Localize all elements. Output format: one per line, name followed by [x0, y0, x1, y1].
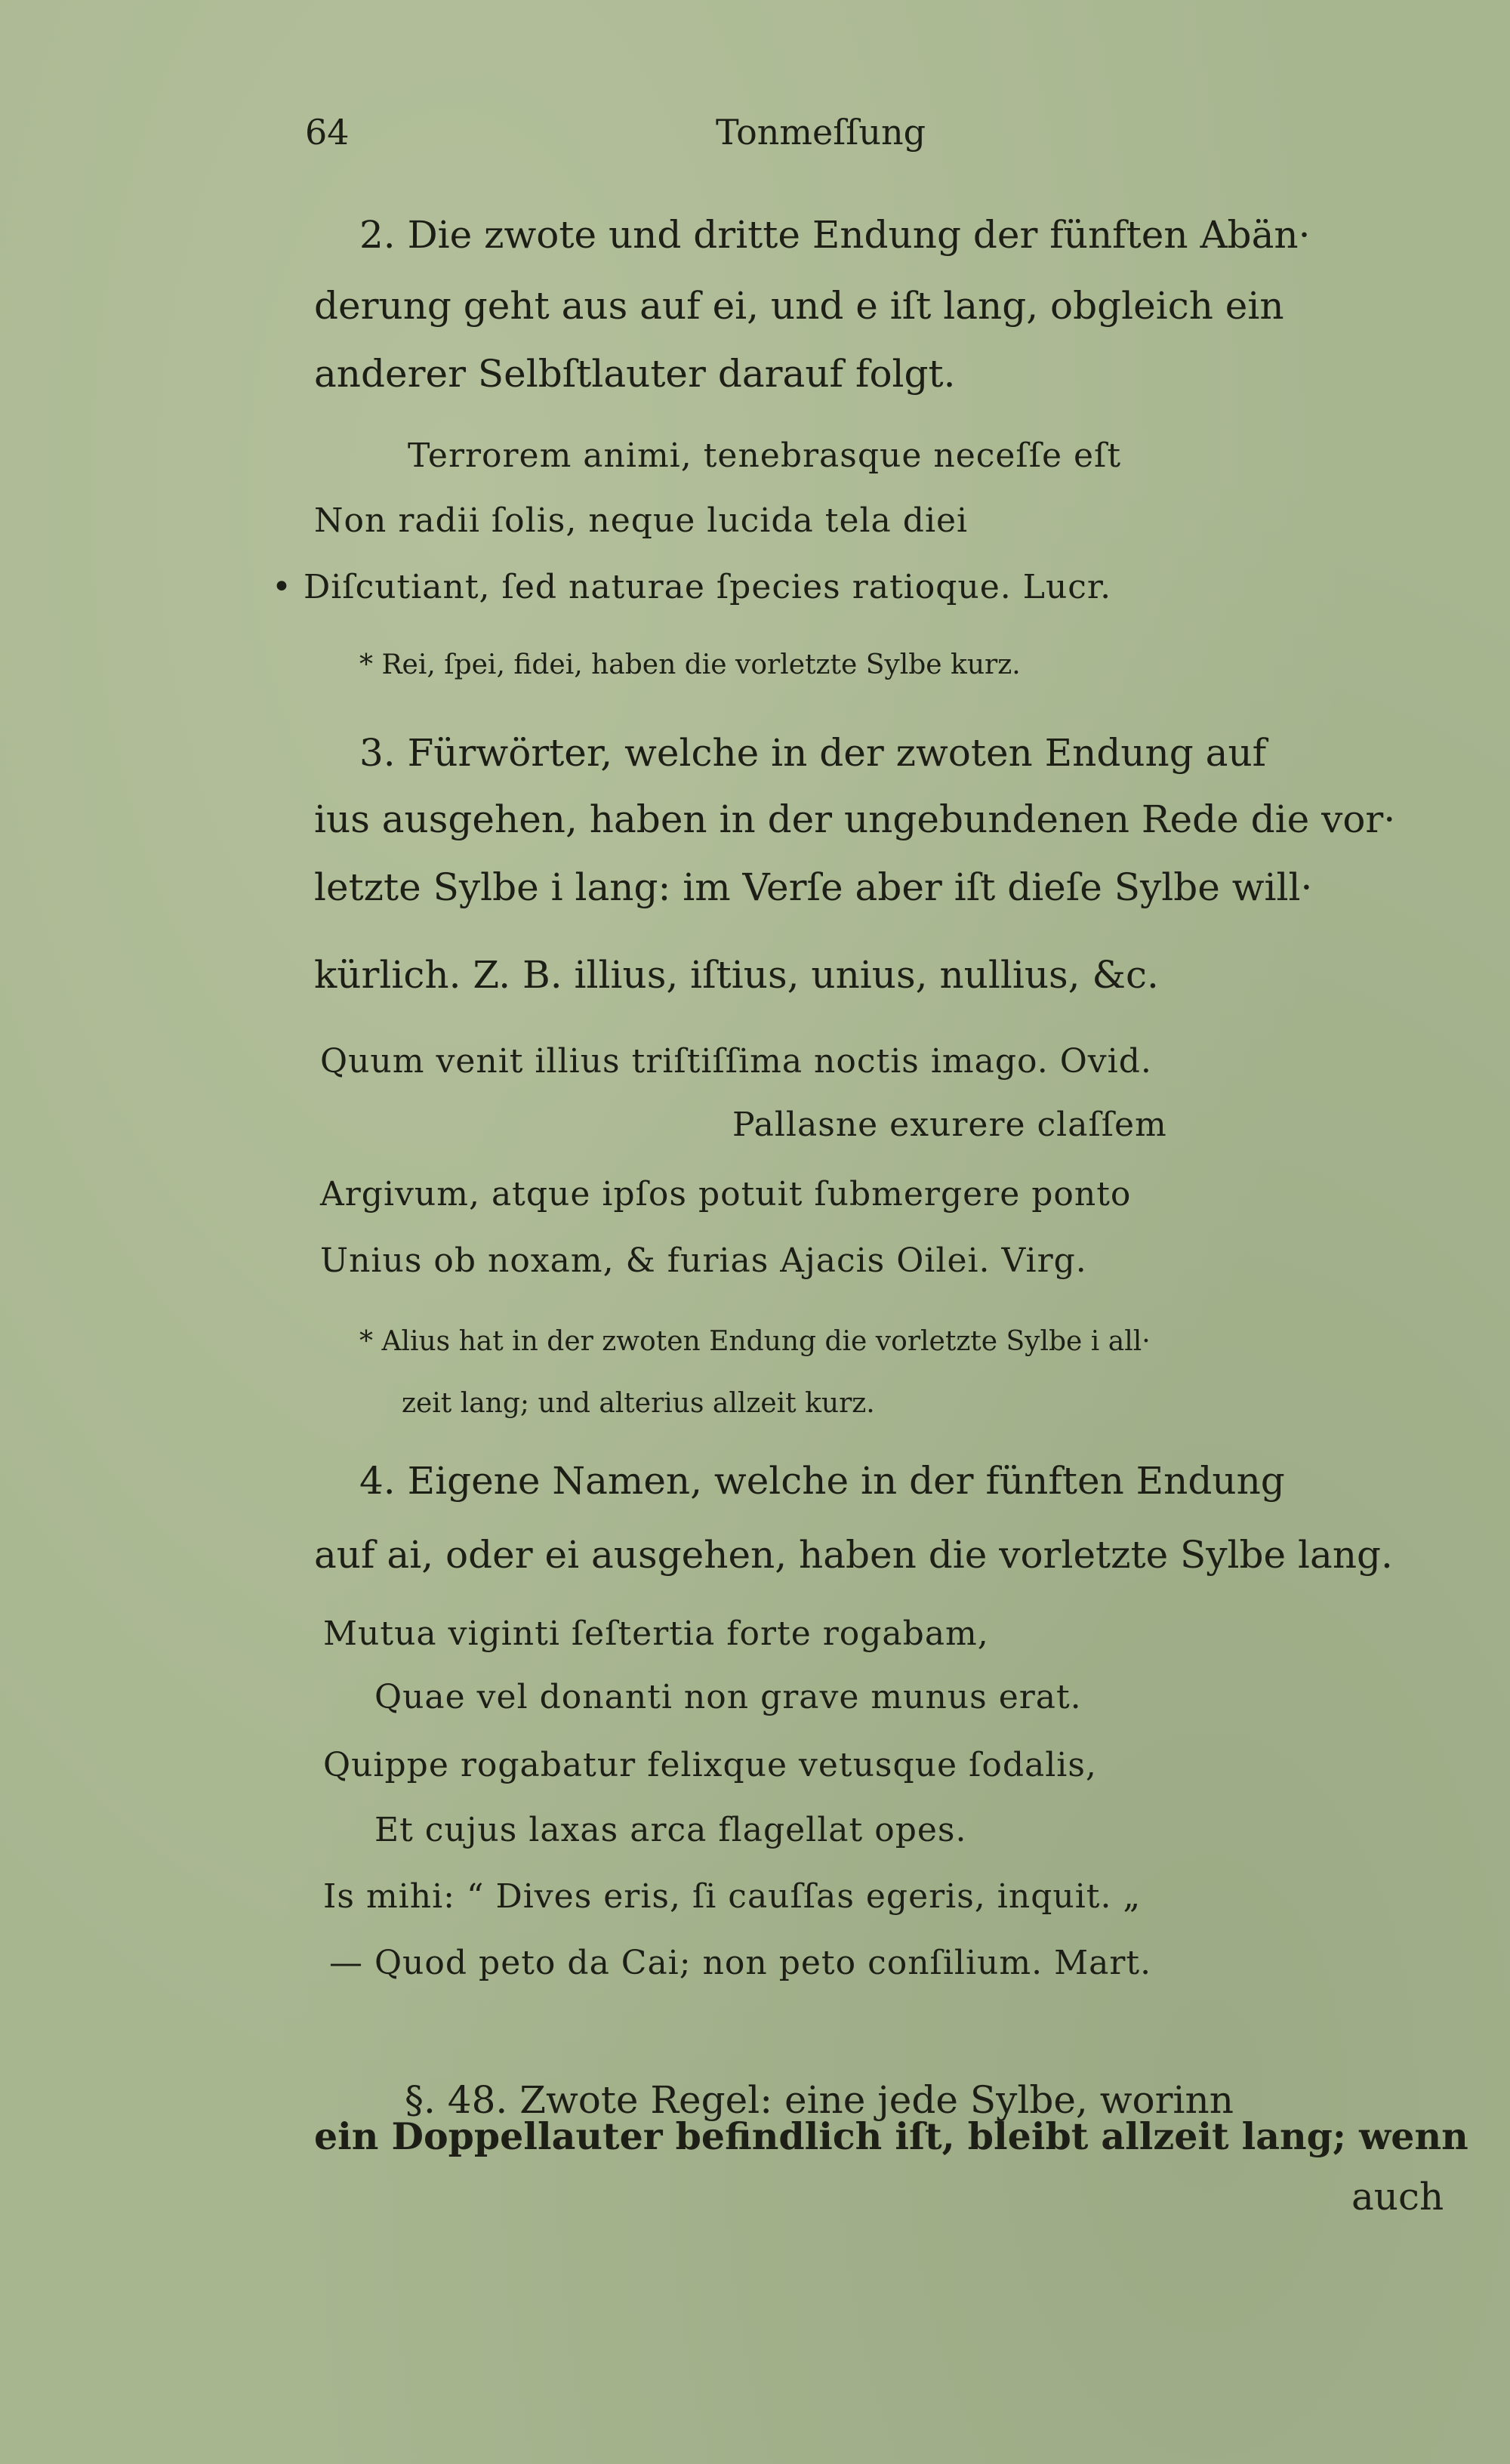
martial-verse-6: — Quod peto da Cai; non peto conſilium. Mart. [329, 1944, 1152, 1982]
martial-verse-1: Mutua viginti ſeſtertia forte rogabam, [323, 1614, 989, 1653]
rule-3-line-2: ius ausgehen, haben in der ungebundenen Rede die vor· [314, 797, 1396, 841]
ovid-verse: Quum venit illius triſtiſſima noctis imago. Ovid. [320, 1042, 1152, 1081]
virgil-verse-1: Pallasne exurere claſſem [732, 1106, 1167, 1144]
martial-verse-5: Is mihi: “ Dives eris, ſi cauſſas egeris, inquit. „ [323, 1877, 1142, 1916]
footnote-alius-line-1: * Alius hat in der zwoten Endung die vorletzte Sylbe i all· [359, 1326, 1151, 1357]
running-title: Tonmeſſung [716, 112, 926, 153]
rule-3-line-3: letzte Sylbe i lang: im Verſe aber iſt dieſe Sylbe will· [314, 865, 1313, 909]
martial-verse-4: Et cujus laxas arca flagellat opes. [374, 1811, 967, 1849]
page-number: 64 [305, 112, 350, 153]
rule-2-line-3: anderer Selbſtlauter darauf folgt. [314, 352, 956, 396]
rule-3-line-4: kürlich. Z. B. illius, iſtius, unius, nullius, &c. [314, 953, 1159, 997]
paragraph-48-line-2: ein Doppellauter befindlich iſt, bleibt allzeit lang; wenn [314, 2114, 1468, 2158]
footnote-rei-spei-fidei: * Rei, ſpei, fidei, haben die vorletzte Sylbe kurz. [359, 649, 1021, 680]
footnote-alius-line-2: zeit lang; und alterius allzeit kurz. [402, 1388, 875, 1419]
virgil-verse-3: Unius ob noxam, & furias Ajacis Oilei. Virg. [320, 1241, 1087, 1280]
rule-4-line-1: 4. Eigene Namen, welche in der fünften Endung [359, 1459, 1285, 1503]
martial-verse-2: Quae vel donanti non grave munus erat. [374, 1678, 1082, 1716]
lucretius-verse-2: Non radii ſolis, neque lucida tela diei [314, 501, 969, 540]
rule-2-line-1: 2. Die zwote und dritte Endung der fünften Abän· [359, 213, 1311, 257]
lucretius-verse-1: Terrorem animi, tenebrasque neceſſe eſt [408, 436, 1122, 475]
virgil-verse-2: Argivum, atque ipſos potuit ſubmergere ponto [320, 1175, 1132, 1213]
rule-2-line-2: derung geht aus auf ei, und e iſt lang, obgleich ein [314, 284, 1284, 328]
rule-4-line-2: auf ai, oder ei ausgehen, haben die vorletzte Sylbe lang. [314, 1533, 1393, 1577]
paragraph-48-line-1: §. 48. Zwote Regel: eine jede Sylbe, worinn [405, 2078, 1234, 2122]
rule-3-line-1: 3. Fürwörter, welche in der zwoten Endung auf [359, 731, 1267, 775]
martial-verse-3: Quippe rogabatur felixque vetusque ſodalis, [323, 1746, 1097, 1784]
lucretius-verse-3: • Diſcutiant, ſed naturae ſpecies ratioque. Lucr. [272, 568, 1112, 606]
catchword: auch [1351, 2175, 1444, 2219]
